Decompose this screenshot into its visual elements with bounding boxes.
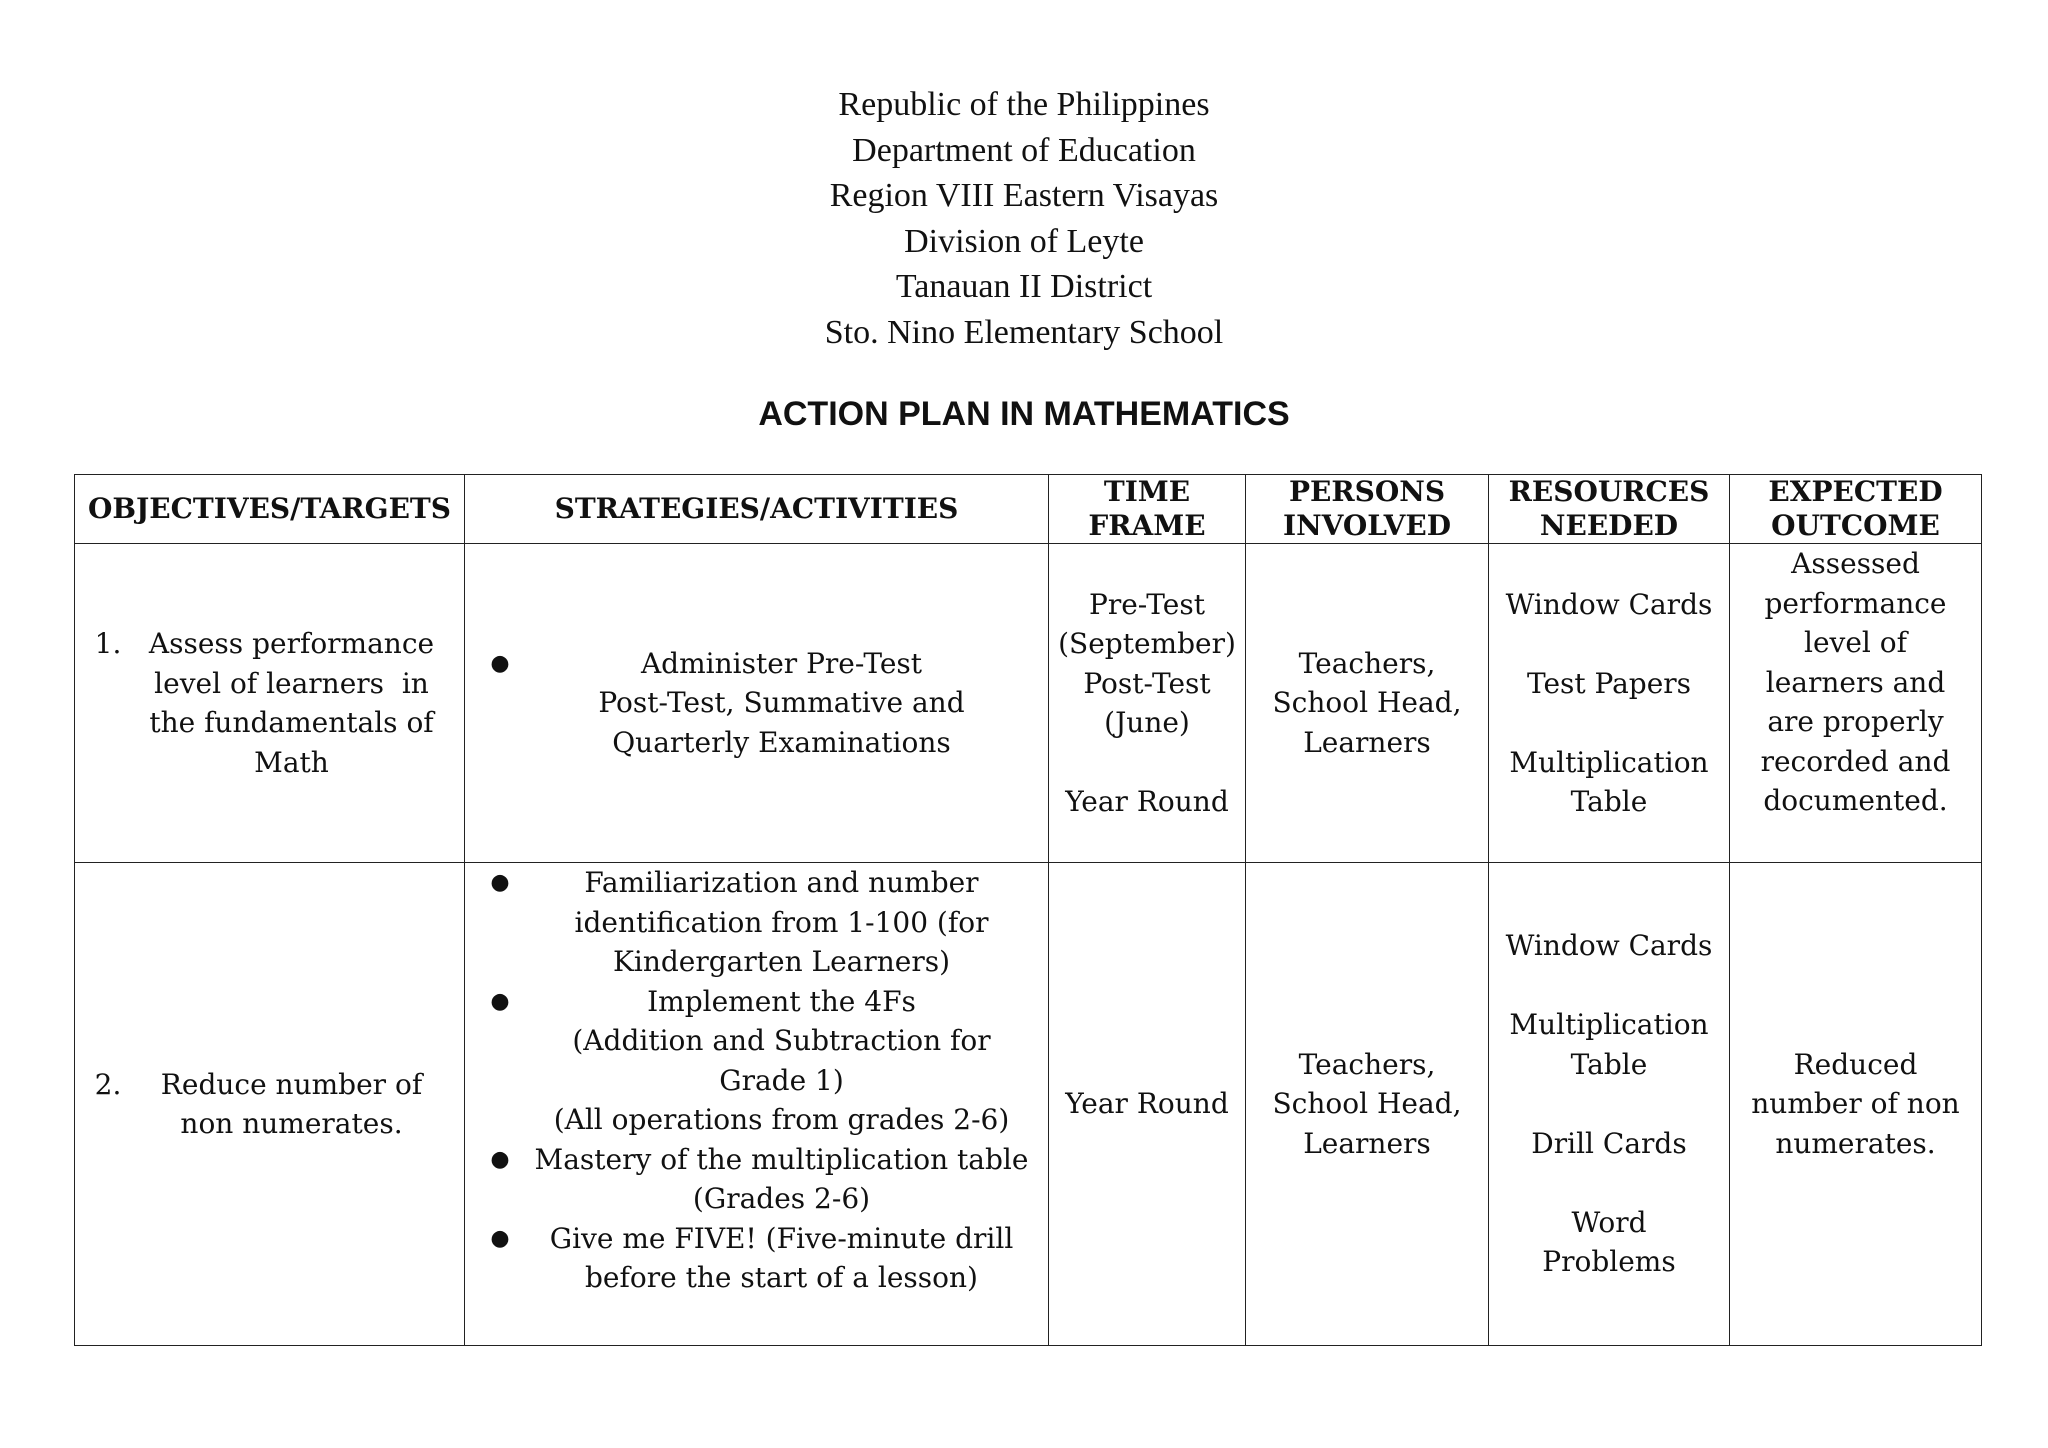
strategy-text <box>523 644 1040 763</box>
persons-line: Teachers, <box>1298 646 1436 680</box>
table-row <box>75 544 1982 863</box>
objective-text <box>129 624 454 782</box>
resources-line: Multiplication <box>1509 745 1709 779</box>
outcome-line: Reduced <box>1793 1047 1918 1081</box>
outcome-cell <box>1730 863 1982 1346</box>
strategy-line: (Grades 2-6) <box>692 1182 871 1215</box>
objective-number: 2. <box>94 1067 122 1101</box>
strategy-line: Kindergarten Learners) <box>612 945 951 978</box>
strategy-line: Administer Pre-Test <box>640 646 923 680</box>
strategy-line: before the start of a lesson) <box>585 1261 978 1294</box>
strategies-cell <box>465 544 1049 863</box>
resources-line: Window Cards <box>1505 587 1713 621</box>
time-frame-line: Year Round <box>1065 1087 1229 1121</box>
bullet-icon: ● <box>490 870 510 895</box>
header-outcome-line2: OUTCOME <box>1771 509 1940 542</box>
header-persons <box>1246 475 1489 544</box>
outcome-line: documented. <box>1763 784 1948 817</box>
list-item <box>477 863 1040 982</box>
spacer <box>1049 743 1245 783</box>
strategy-line: Quarterly Examinations <box>612 725 951 759</box>
header-strategies <box>465 475 1049 544</box>
time-frame-cell <box>1049 863 1246 1346</box>
outcome-line: performance <box>1764 586 1947 620</box>
objective-line: non numerates. <box>180 1107 403 1140</box>
time-frame-line: Post-Test <box>1083 666 1211 700</box>
bullet-icon: ● <box>490 1225 510 1251</box>
strategy-line: (All operations from grades 2-6) <box>553 1103 1010 1136</box>
strategy-line: Post-Test, Summative and <box>598 686 965 720</box>
header-time-frame-line2: FRAME <box>1088 509 1206 542</box>
spacer <box>1489 1163 1729 1203</box>
list-item <box>477 1219 1040 1298</box>
outcome-cell <box>1730 544 1982 863</box>
objective-item <box>75 1065 464 1144</box>
resources-line: Word <box>1571 1205 1647 1239</box>
header-objectives <box>75 475 465 544</box>
resources-line: Window Cards <box>1505 929 1713 963</box>
objective-cell <box>75 863 465 1346</box>
outcome-line: level of <box>1804 626 1907 659</box>
persons-line: Learners <box>1303 1126 1431 1160</box>
objective-line: the fundamentals of <box>149 706 434 739</box>
table-header-row <box>75 475 1982 544</box>
resources-cell <box>1489 863 1730 1346</box>
outcome-line: number of non <box>1751 1087 1960 1121</box>
header-time-frame <box>1049 475 1246 544</box>
header-time-frame-line1: TIME <box>1103 475 1191 508</box>
outcome-line: are properly <box>1767 705 1944 738</box>
strategy-line: identification from 1-100 (for <box>574 905 989 939</box>
objective-line: level of learners in <box>154 666 429 700</box>
header-resources-line1: RESOURCES <box>1508 475 1710 508</box>
persons-line: School Head, <box>1272 1087 1462 1121</box>
persons-cell <box>1246 863 1489 1346</box>
letterhead-school: Sto. Nino Elementary School <box>824 313 1224 351</box>
resources-line: Multiplication <box>1509 1008 1709 1042</box>
bullet-icon: ● <box>490 1146 510 1172</box>
persons-line: School Head, <box>1272 686 1462 720</box>
persons-line: Teachers, <box>1298 1047 1436 1081</box>
strategy-text <box>523 1140 1040 1219</box>
strategy-text <box>523 982 1040 1140</box>
spacer <box>1489 1084 1729 1124</box>
header-resources <box>1489 475 1730 544</box>
resources-line: Problems <box>1542 1245 1676 1279</box>
objective-line: Reduce number of <box>160 1067 423 1101</box>
resources-line: Drill Cards <box>1531 1126 1687 1160</box>
resources-line: Table <box>1570 785 1648 818</box>
strategy-line: Implement the 4Fs <box>647 984 916 1018</box>
objective-line: Assess performance <box>148 627 435 660</box>
letterhead-region: Region VIII Eastern Visayas <box>829 177 1219 214</box>
strategy-line: (Addition and Subtraction for <box>572 1024 991 1057</box>
letterhead-department: Department of Education <box>852 131 1196 169</box>
resources-line: Test Papers <box>1526 666 1692 700</box>
header-resources-line2: NEEDED <box>1539 509 1679 542</box>
objective-item <box>75 624 464 782</box>
objective-text <box>129 1065 454 1144</box>
list-item <box>477 1140 1040 1219</box>
time-frame-line: (June) <box>1104 706 1190 739</box>
list-item <box>477 644 1040 763</box>
persons-line: Learners <box>1303 725 1431 759</box>
objective-line: Math <box>254 745 329 779</box>
objective-number: 1. <box>94 627 122 660</box>
header-outcome <box>1730 475 1982 544</box>
list-item <box>477 982 1040 1140</box>
header-objectives-label: OBJECTIVES/TARGETS <box>88 492 451 525</box>
letterhead-division: Division of Leyte <box>904 222 1144 260</box>
strategies-list <box>465 863 1048 1298</box>
objective-cell <box>75 544 465 863</box>
strategy-line: Mastery of the multiplication table <box>534 1142 1029 1176</box>
outcome-line: learners and <box>1765 665 1946 699</box>
resources-line: Table <box>1570 1047 1648 1081</box>
resources-cell <box>1489 544 1730 863</box>
outcome-line: Assessed <box>1791 547 1920 580</box>
outcome-line: numerates. <box>1775 1126 1936 1160</box>
spacer <box>1489 966 1729 1006</box>
header-persons-line2: INVOLVED <box>1282 509 1452 542</box>
spacer <box>1489 624 1729 664</box>
action-plan-table <box>74 474 1982 1346</box>
strategy-line: Familiarization and number <box>584 866 979 899</box>
letterhead-republic: Republic of the Philippines <box>838 86 1210 123</box>
strategy-text <box>523 863 1040 982</box>
persons-cell <box>1246 544 1489 863</box>
strategies-list <box>465 644 1048 763</box>
header-persons-line1: PERSONS <box>1288 475 1446 508</box>
outcome-line: recorded and <box>1760 744 1951 778</box>
header-outcome-line1: EXPECTED <box>1768 475 1943 508</box>
time-frame-line: Year Round <box>1065 785 1229 818</box>
document-title: ACTION PLAN IN MATHEMATICS <box>758 395 1290 433</box>
header-strategies-label: STRATEGIES/ACTIVITIES <box>554 492 959 525</box>
letterhead <box>0 82 2048 355</box>
table-row <box>75 863 1982 1346</box>
time-frame-cell <box>1049 544 1246 863</box>
time-frame-line: (September) <box>1058 627 1236 660</box>
bullet-icon: ● <box>490 988 510 1014</box>
spacer <box>1489 703 1729 743</box>
strategy-line: Give me FIVE! (Five-minute drill <box>549 1221 1014 1255</box>
strategy-text <box>523 1219 1040 1298</box>
bullet-icon: ● <box>490 650 510 676</box>
strategies-cell <box>465 863 1049 1346</box>
strategy-line: Grade 1) <box>719 1063 844 1097</box>
time-frame-line: Pre-Test <box>1089 587 1205 621</box>
letterhead-district: Tanauan II District <box>895 268 1153 305</box>
